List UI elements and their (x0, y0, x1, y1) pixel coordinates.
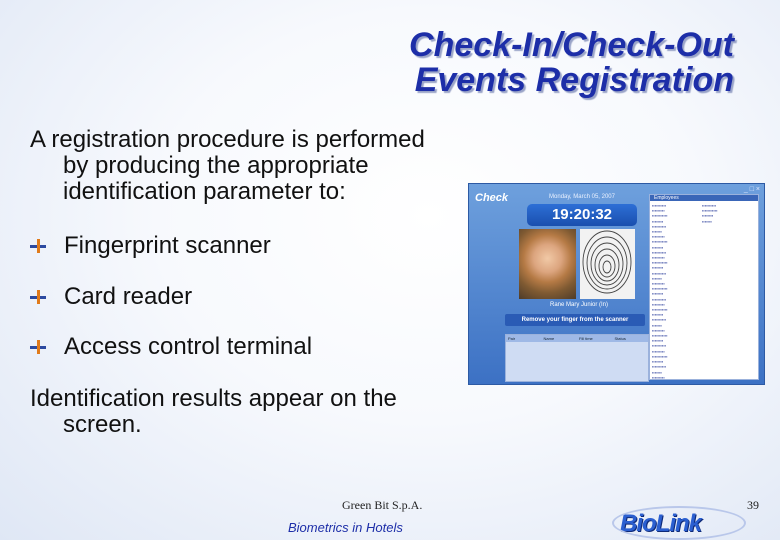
events-table-header (506, 335, 648, 342)
logo-text: BioLink (620, 510, 701, 537)
employee-list (649, 194, 759, 380)
bullet-icon (30, 290, 46, 304)
app-logo: Check (475, 192, 509, 204)
intro-line-3: identification parameter to: (63, 178, 346, 205)
fingerprint-image (580, 229, 635, 299)
window-controls: _ □ × (743, 186, 760, 193)
logo-ring-icon (612, 506, 746, 540)
bullet-label: Access control terminal (64, 333, 313, 360)
table-header-cell: Fill time (579, 336, 593, 341)
person-photo (519, 229, 576, 299)
bullet-card-reader (30, 283, 192, 311)
date-display: Monday, March 05, 2007 (549, 194, 615, 200)
bullet-label: Fingerprint scanner (64, 232, 271, 259)
footer-subtitle: Biometrics in Hotels (288, 520, 403, 535)
fingerprint-icon (580, 229, 635, 299)
employee-list-column: ▪▪▪▪▪▪▪▪▪▪ ▪▪▪▪▪▪▪▪▪▪▪ ▪▪▪▪▪▪▪▪ ▪▪▪▪▪▪▪ (702, 203, 718, 224)
table-header-cell: Status (614, 336, 626, 341)
employee-list-header: Employees (650, 195, 758, 201)
bullet-icon (30, 239, 46, 253)
intro-line-1: A registration procedure is performed (30, 126, 425, 153)
person-label: Rane Mary Junior (In) (549, 302, 609, 308)
title-line-2: Events Registration (414, 61, 734, 99)
table-header-cell: Pair (508, 336, 516, 341)
footer-company: Green Bit S.p.A. (342, 498, 423, 512)
clock-display: 19:20:32 (527, 204, 637, 226)
result-paragraph (30, 386, 397, 438)
intro-paragraph (30, 127, 425, 205)
bullet-icon (30, 340, 46, 354)
title-line-1: Check-In/Check-Out (409, 26, 734, 64)
bullet-label: Card reader (64, 283, 193, 310)
bullet-access-control-terminal (30, 333, 312, 361)
events-table (505, 334, 649, 382)
page-number: 39 (747, 498, 759, 512)
result-line-1: Identification results appear on the (30, 385, 397, 412)
bullet-fingerprint-scanner (30, 232, 271, 260)
biolink-logo (620, 510, 701, 538)
app-screenshot (468, 183, 765, 385)
slide-title (409, 28, 734, 98)
table-header-cell: Name (543, 336, 555, 341)
result-line-2: screen. (63, 411, 142, 438)
intro-line-2: by producing the appropriate (63, 152, 369, 179)
status-message: Remove your finger from the scanner (505, 314, 645, 326)
employee-list-column: ▪▪▪▪▪▪▪▪▪▪ ▪▪▪▪▪▪▪▪▪ ▪▪▪▪▪▪▪▪▪▪▪ ▪▪▪▪▪▪▪▪ ▪▪▪▪▪▪▪▪▪▪ ▪▪▪▪▪▪▪ ▪▪▪▪▪▪▪▪▪ ▪▪▪▪▪▪▪▪▪▪▪ ▪▪▪▪▪▪▪▪ ▪▪▪▪▪▪▪▪▪▪ ▪▪▪▪▪▪▪▪▪ ▪▪▪▪▪▪▪▪▪▪▪ ▪▪▪▪▪▪▪▪ ▪▪▪▪▪▪▪▪▪▪ ▪▪▪▪▪▪▪ ▪▪▪▪▪▪▪▪▪ ▪▪▪▪▪▪▪▪▪▪▪ ▪▪▪▪▪▪▪▪ ▪▪▪▪▪▪▪▪▪▪ ▪▪▪▪▪▪▪▪▪ ▪▪▪▪▪▪▪▪▪▪▪ ▪▪▪▪▪▪▪▪ ▪▪▪▪▪▪▪▪▪▪ ▪▪▪▪▪▪▪ ▪▪▪▪▪▪▪▪▪ ▪▪▪▪▪▪▪▪▪▪▪ ▪▪▪▪▪▪▪▪ ▪▪▪▪▪▪▪▪▪▪ ▪▪▪▪▪▪▪▪▪ ▪▪▪▪▪▪▪▪▪▪▪ ▪▪▪▪▪▪▪▪ ▪▪▪▪▪▪▪▪▪▪ ▪▪▪▪▪▪▪ ▪▪▪▪▪▪▪▪▪ (652, 203, 668, 380)
